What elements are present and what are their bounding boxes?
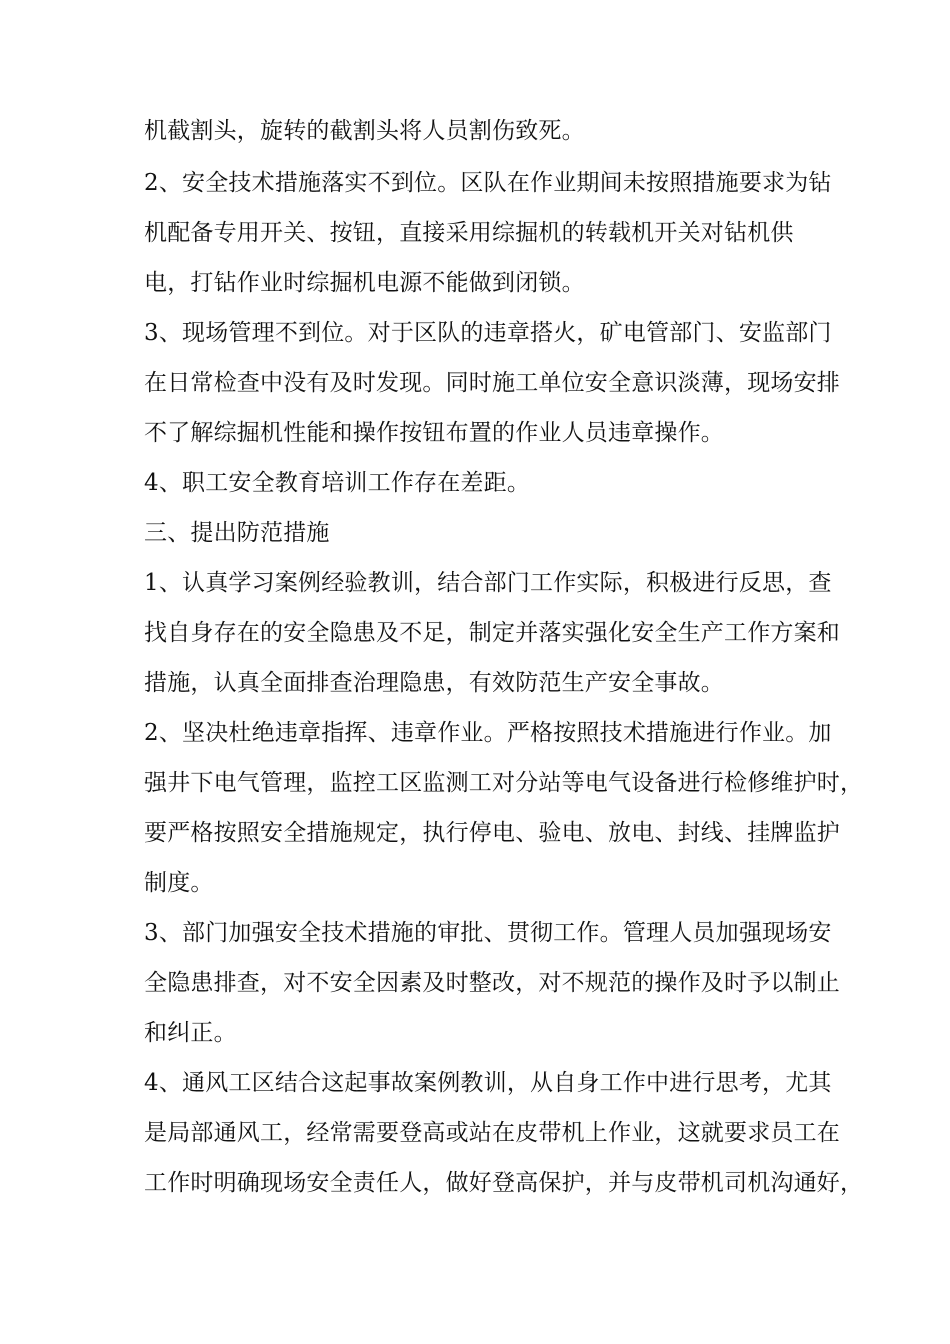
text-line: 找自身存在的安全隐患及不足，制定并落实强化安全生产工作方案和: [144, 620, 840, 646]
text-line: 1、认真学习案例经验教训，结合部门工作实际，积极进行反思，查: [144, 570, 832, 596]
text-line: 3、现场管理不到位。对于区队的违章搭火，矿电管部门、安监部门: [144, 320, 832, 346]
text-line: 电，打钻作业时综掘机电源不能做到闭锁。: [144, 270, 585, 296]
text-line: 全隐患排查，对不安全因素及时整改，对不规范的操作及时予以制止: [144, 970, 840, 996]
text-line: 4、通风工区结合这起事故案例教训，从自身工作中进行思考，尤其: [144, 1070, 832, 1096]
text-line: 措施，认真全面排查治理隐患，有效防范生产安全事故。: [144, 670, 724, 696]
section-heading: 三、提出防范措施: [144, 520, 330, 546]
text-line: 工作时明确现场安全责任人，做好登高保护，并与皮带机司机沟通好，: [144, 1170, 864, 1196]
text-line: 3、部门加强安全技术措施的审批、贯彻工作。管理人员加强现场安: [144, 920, 832, 946]
text-line: 机截割头，旋转的截割头将人员割伤致死。: [144, 118, 585, 144]
text-line: 2、安全技术措施落实不到位。区队在作业期间未按照措施要求为钻: [144, 170, 832, 196]
text-line: 强井下电气管理，监控工区监测工对分站等电气设备进行检修维护时，: [144, 770, 864, 796]
text-line: 机配备专用开关、按钮，直接采用综掘机的转载机开关对钻机供: [144, 220, 794, 246]
text-line: 不了解综掘机性能和操作按钮布置的作业人员违章操作。: [144, 420, 724, 446]
text-line: 2、坚决杜绝违章指挥、违章作业。严格按照技术措施进行作业。加: [144, 720, 832, 746]
text-line: 制度。: [144, 870, 214, 896]
text-line: 和纠正。: [144, 1020, 237, 1046]
text-line: 在日常检查中没有及时发现。同时施工单位安全意识淡薄，现场安排: [144, 370, 840, 396]
text-line: 是局部通风工，经常需要登高或站在皮带机上作业，这就要求员工在: [144, 1120, 840, 1146]
text-line: 要严格按照安全措施规定，执行停电、验电、放电、封线、挂牌监护: [144, 820, 840, 846]
text-line: 4、职工安全教育培训工作存在差距。: [144, 470, 531, 496]
